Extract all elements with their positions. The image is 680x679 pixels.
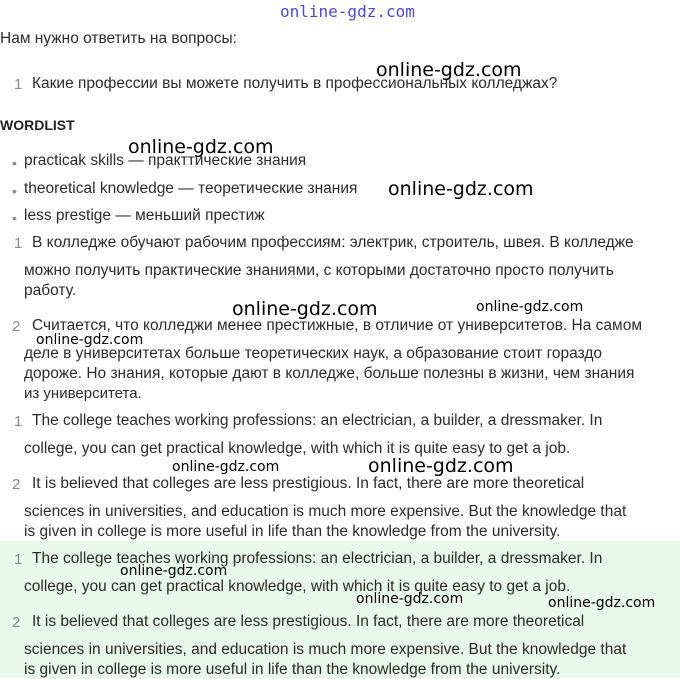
question-number: 1 — [14, 76, 23, 93]
answer-hl-number: 1 — [14, 551, 23, 568]
answer-en-line: college, you can get practical knowledge, with which it is quite easy to get a job. — [24, 440, 571, 457]
watermark: online-gdz.com — [376, 59, 522, 81]
answer-ru-line: работу. — [24, 282, 77, 299]
answer-hl-line: sciences in universities, and education is much more expensive. But the knowledge that — [24, 641, 627, 658]
answer-en-line: is given in college is more useful in life than the knowledge from the university. — [24, 523, 561, 540]
watermark: online-gdz.com — [128, 136, 274, 158]
answer-ru-line: В колледже обучают рабочим профессиям: электрик, строитель, швея. В колледже — [32, 234, 634, 251]
wordlist-heading: WORDLIST — [0, 117, 75, 133]
answer-ru-line: деле в университетах больше теоретических наук, а образование стоит гораздо — [24, 345, 603, 362]
answer-ru-line: Считается, что колледжи менее престижные, в отличие от университетов. На самом — [32, 317, 642, 334]
answer-hl-line: is given in college is more useful in life than the knowledge from the university. — [24, 661, 561, 678]
answer-ru-line: дороже. Но знания, которые дают в колледже, больше полезны в жизни, чем знания — [24, 365, 635, 382]
answer-ru-line: из университета. — [24, 385, 142, 402]
answer-hl-line: The college teaches working professions: an electrician, a builder, a dressmaker. In — [32, 550, 603, 567]
watermark-top: online-gdz.com — [280, 2, 415, 21]
answer-en-line: The college teaches working professions: an electrician, a builder, a dressmaker. In — [32, 412, 603, 429]
answer-en-line: It is believed that colleges are less prestigious. In fact, there are more theoretical — [32, 475, 585, 492]
answer-hl-number: 2 — [12, 614, 21, 631]
question-text: Какие профессии вы можете получить в профессиональных колледжах? — [32, 75, 558, 92]
watermark: online-gdz.com — [36, 332, 144, 348]
watermark: online-gdz.com — [476, 299, 584, 315]
watermark: online-gdz.com — [120, 563, 228, 579]
wordlist-item: theoretical knowledge — теоретические знания — [24, 180, 358, 197]
bullet-icon: • — [12, 183, 17, 199]
answer-en-line: sciences in universities, and education is much more expensive. But the knowledge that — [24, 503, 627, 520]
watermark: online-gdz.com — [356, 591, 464, 607]
bullet-icon: • — [12, 155, 17, 171]
intro-text: Нам нужно ответить на вопросы: — [0, 30, 237, 47]
bullet-icon: • — [12, 210, 17, 226]
wordlist-item: practicak skills — практтические знания — [24, 152, 307, 169]
watermark: online-gdz.com — [232, 298, 378, 320]
watermark: online-gdz.com — [388, 178, 534, 200]
answer-en-number: 1 — [14, 413, 23, 430]
answer-hl-line: It is believed that colleges are less prestigious. In fact, there are more theoretical — [32, 613, 585, 630]
answer-ru-number: 1 — [14, 235, 23, 252]
answer-ru-number: 2 — [12, 318, 21, 335]
watermark: online-gdz.com — [368, 455, 514, 477]
answer-en-number: 2 — [12, 476, 21, 493]
answer-hl-line: college, you can get practical knowledge, with which it is quite easy to get a job. — [24, 578, 571, 595]
watermark: online-gdz.com — [172, 459, 280, 475]
wordlist-item: less prestige — меньший престиж — [24, 207, 265, 224]
watermark: online-gdz.com — [548, 595, 656, 611]
answer-ru-line: можно получить практические знаниями, с которыми достаточно просто получить — [24, 262, 614, 279]
